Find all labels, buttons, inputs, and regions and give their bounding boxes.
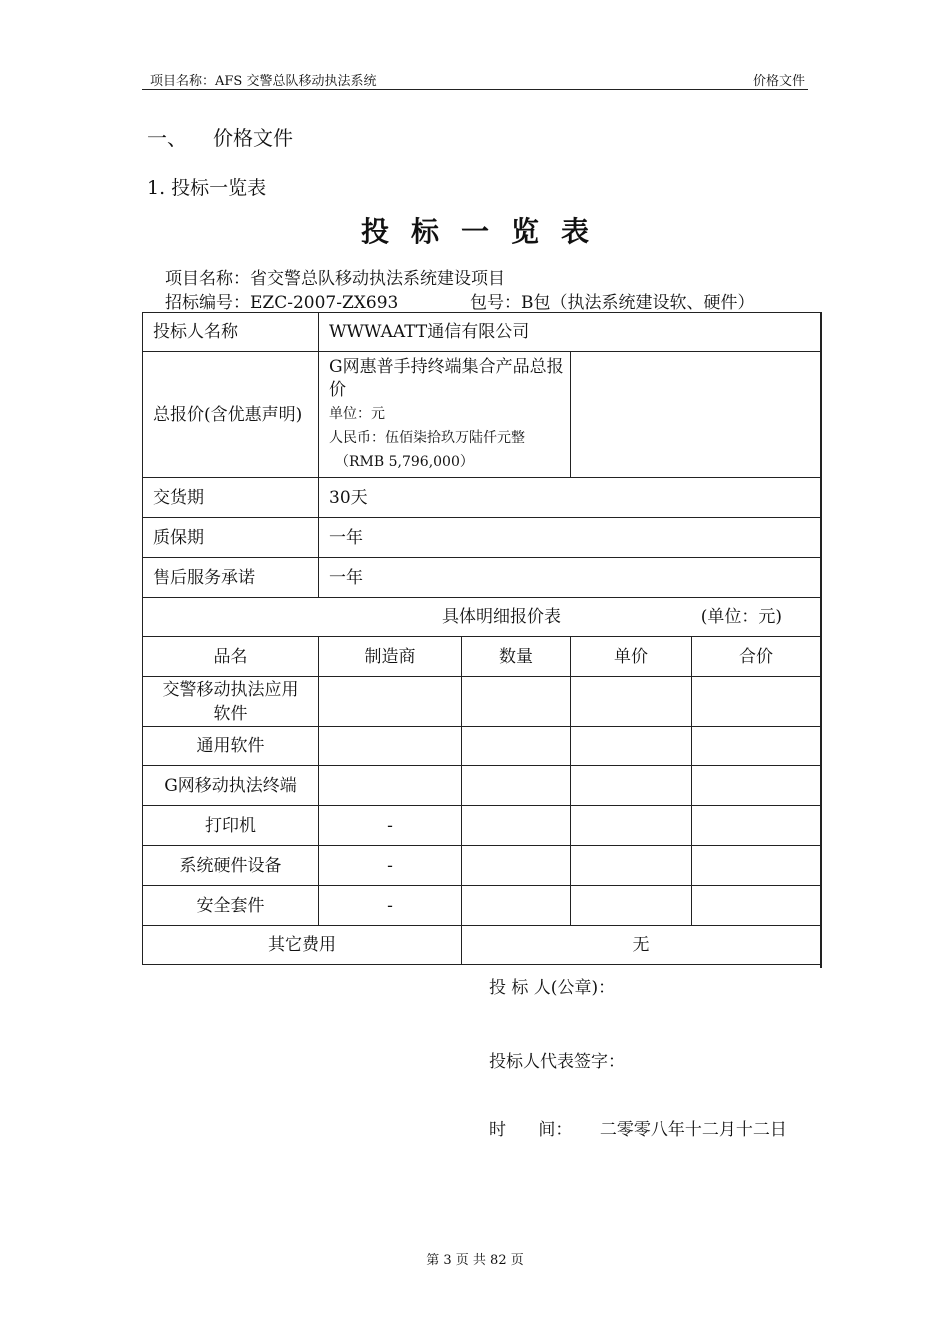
detail-row (143, 727, 821, 766)
bid-number: 招标编号：EZC-2007-ZX693 (165, 293, 399, 313)
detail-row (143, 886, 821, 926)
item-qty (462, 886, 571, 926)
item-unit-price (571, 886, 692, 926)
total-empty-cell (571, 352, 821, 478)
document-title: 投标一览表 (360, 215, 611, 248)
item-maker (319, 727, 462, 766)
column-header: 品名 (143, 637, 319, 677)
detail-row (143, 766, 821, 806)
page-number: 第 3 页 共 82 页 (426, 1253, 524, 1268)
subsection-heading: 1. 投标一览表 (147, 177, 267, 199)
item-name: 系统硬件设备 (143, 846, 319, 886)
detail-row (143, 806, 821, 846)
delivery-value: 30天 (319, 478, 821, 518)
item-unit-price (571, 806, 692, 846)
service-label: 售后服务承诺 (143, 558, 319, 598)
other-fees-value: 无 (462, 926, 821, 965)
project-name: 项目名称：省交警总队移动执法系统建设项目 (165, 269, 505, 289)
total-rmb: 人民币：伍佰柒拾玖万陆仟元整 (329, 429, 525, 446)
column-header: 单价 (571, 637, 692, 677)
item-total (692, 677, 821, 727)
section-title: 价格文件 (213, 126, 293, 150)
item-maker: - (319, 806, 462, 846)
warranty-value: 一年 (319, 518, 821, 558)
item-maker (319, 677, 462, 727)
total-product: G网惠普手持终端集合产品总报价 (329, 356, 564, 400)
item-total (692, 727, 821, 766)
table-row (143, 598, 821, 637)
column-header: 制造商 (319, 637, 462, 677)
item-unit-price (571, 846, 692, 886)
total-rmb-number: （RMB 5,796,000） (335, 453, 474, 470)
section-heading (147, 122, 293, 151)
section-number: 一、 (147, 126, 187, 150)
item-name: 打印机 (143, 806, 319, 846)
signing-date (489, 1115, 787, 1140)
detail-row (143, 677, 821, 727)
header-rule (142, 89, 808, 90)
item-total (692, 846, 821, 886)
item-maker: - (319, 886, 462, 926)
detail-header-row (143, 637, 821, 677)
item-unit-price (571, 727, 692, 766)
other-fees-row (143, 926, 821, 965)
table-right-edge (820, 312, 822, 968)
item-qty (462, 727, 571, 766)
item-name: 通用软件 (143, 727, 319, 766)
service-value: 一年 (319, 558, 821, 598)
item-qty (462, 766, 571, 806)
other-fees-label: 其它费用 (143, 926, 462, 965)
table-row (143, 558, 821, 598)
item-total (692, 806, 821, 846)
representative-signature: 投标人代表签字： (489, 1052, 625, 1072)
time-value: 二零零八年十二月十二日 (599, 1120, 787, 1140)
item-qty (462, 846, 571, 886)
bidder-seal: 投 标 人(公章)： (489, 978, 616, 998)
item-unit-price (571, 766, 692, 806)
header-project: 项目名称：AFS 交警总队移动执法系统 (150, 74, 377, 89)
table-row (143, 478, 821, 518)
column-header: 合价 (692, 637, 821, 677)
item-total (692, 886, 821, 926)
item-maker (319, 766, 462, 806)
time-label: 时 间： (489, 1120, 573, 1140)
bidder-label: 投标人名称 (143, 313, 319, 352)
item-unit-price (571, 677, 692, 727)
item-name: 交警移动执法应用软件 (143, 677, 319, 727)
total-label: 总报价(含优惠声明) (143, 352, 319, 478)
table-row (143, 518, 821, 558)
header-doc-type: 价格文件 (752, 74, 805, 89)
warranty-label: 质保期 (143, 518, 319, 558)
total-unit: 单位：元 (329, 405, 385, 422)
item-name: 安全套件 (143, 886, 319, 926)
column-header: 数量 (462, 637, 571, 677)
detail-row (143, 846, 821, 886)
item-name: G网移动执法终端 (143, 766, 319, 806)
item-qty (462, 806, 571, 846)
detail-title: 具体明细报价表 (442, 607, 561, 627)
total-price-cell (319, 352, 571, 478)
detail-caption-cell (143, 598, 821, 637)
item-maker: - (319, 846, 462, 886)
detail-unit: (单位：元) (700, 607, 783, 627)
bid-summary-table (142, 312, 821, 965)
table-row (143, 352, 821, 478)
delivery-label: 交货期 (143, 478, 319, 518)
table-row (143, 313, 821, 352)
bidder-value: WWWAATT通信有限公司 (319, 313, 821, 352)
package-number: 包号：B包（执法系统建设软、硬件） (470, 293, 755, 313)
item-total (692, 766, 821, 806)
item-qty (462, 677, 571, 727)
